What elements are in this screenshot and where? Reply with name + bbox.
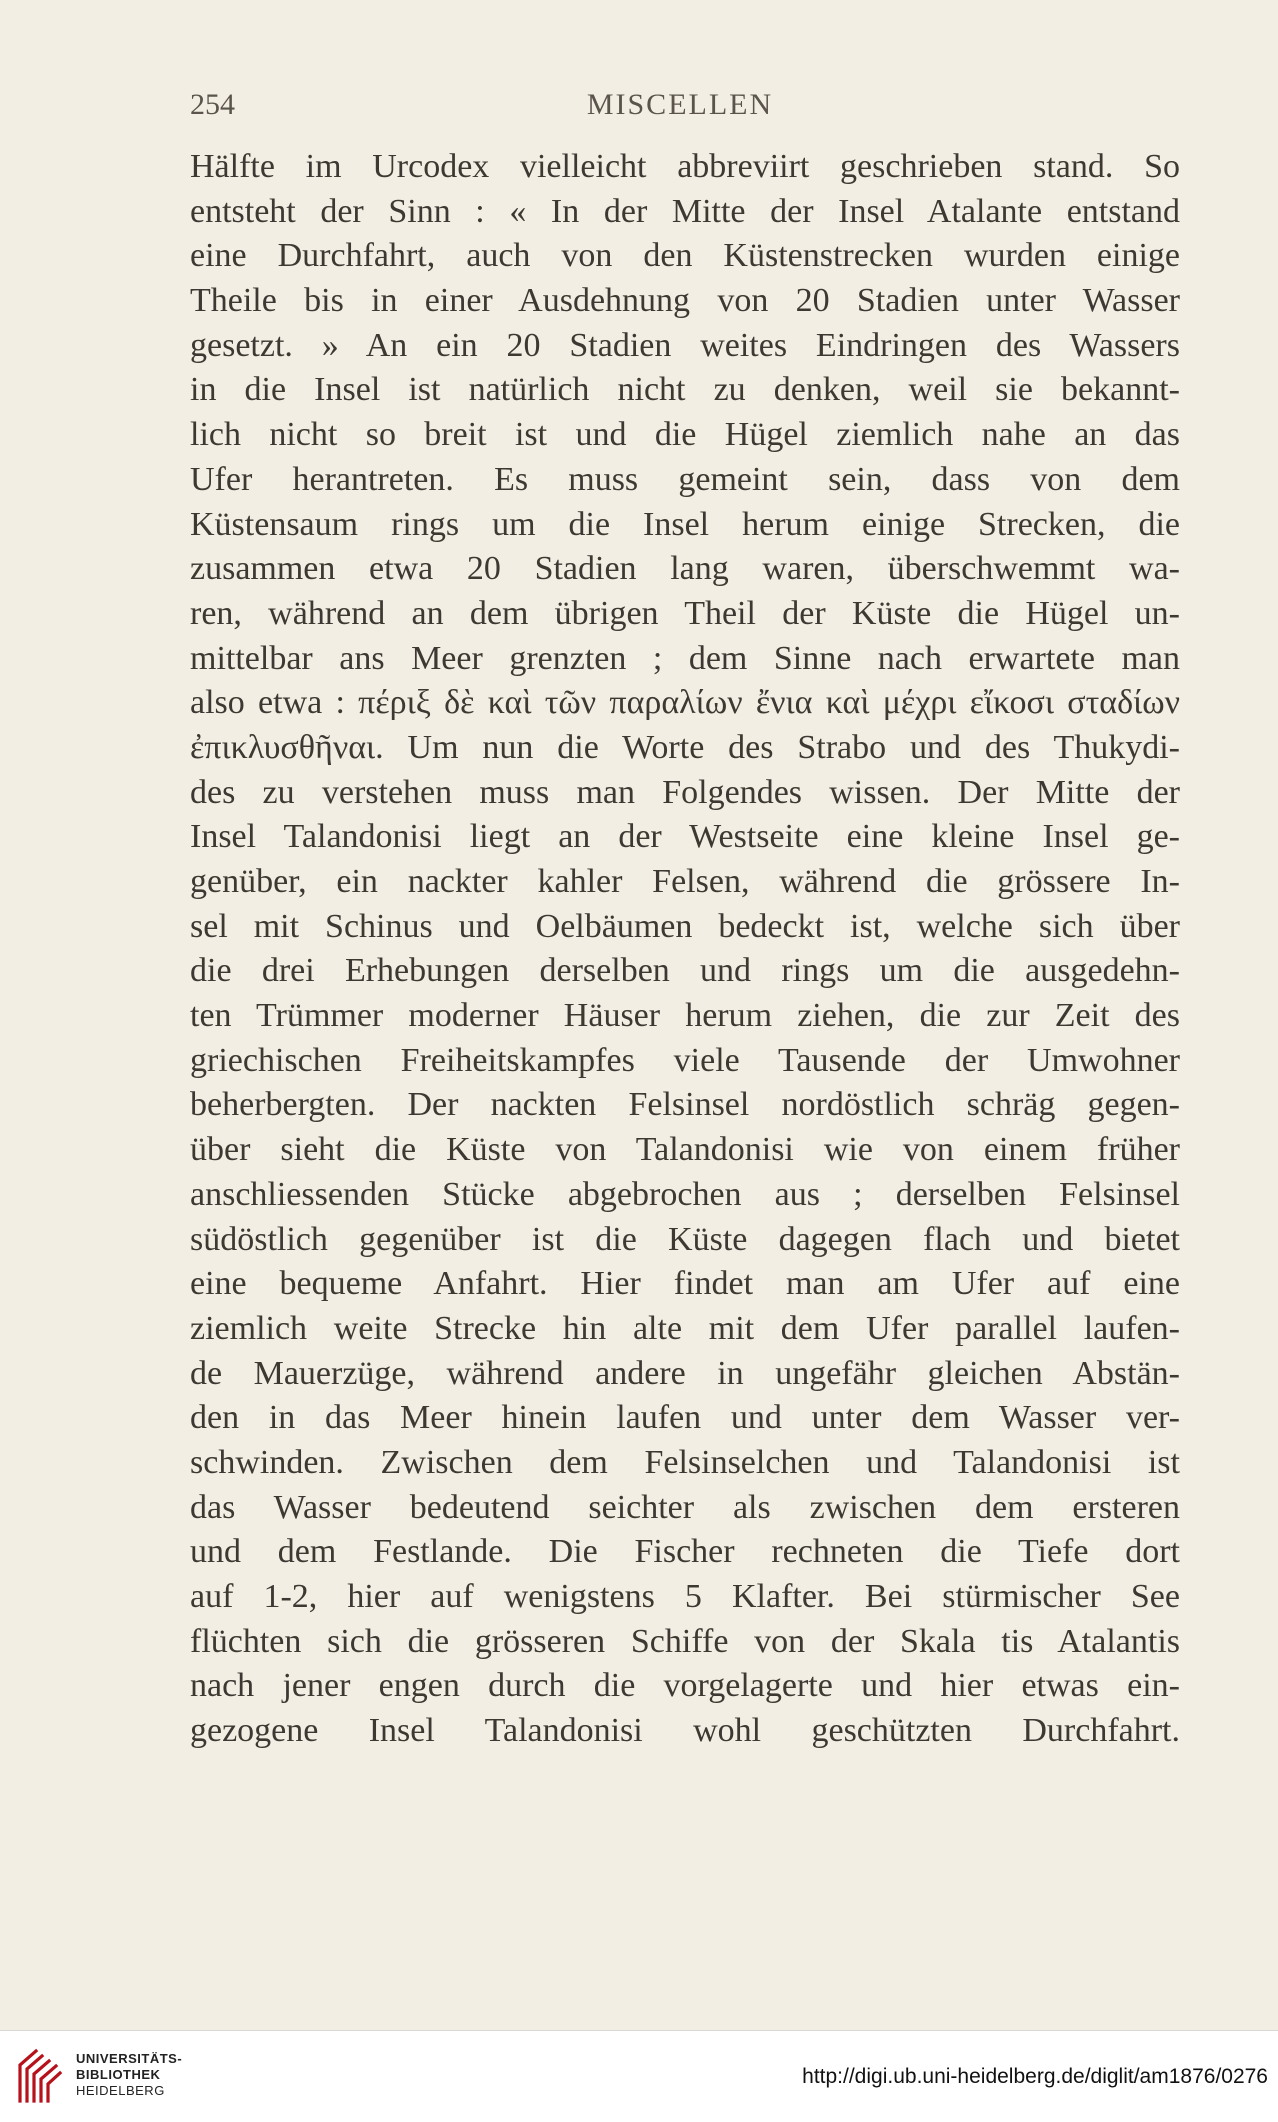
text-line: entsteht der Sinn : « In der Mitte der Insel Atalante entstand (190, 192, 1180, 230)
text-line: über sieht die Küste von Talandonisi wie von einem früher (190, 1131, 1180, 1169)
library-logo-icon (14, 2047, 64, 2105)
page-number: 254 (190, 88, 235, 121)
text-line: schwinden. Zwischen dem Felsinselchen und Talandonisi ist (190, 1443, 1180, 1481)
text-line: nach jener engen durch die vorgelagerte und hier etwas ein- (190, 1667, 1180, 1705)
text-line: Insel Talandonisi liegt an der Westseite eine kleine Insel ge- (190, 818, 1180, 856)
text-line: in die Insel ist natürlich nicht zu denken, weil sie bekannt- (190, 371, 1180, 409)
text-line: eine bequeme Anfahrt. Hier findet man am Ufer auf eine (190, 1265, 1180, 1303)
library-logo[interactable] (14, 2043, 234, 2113)
text-line: ten Trümmer moderner Häuser herum ziehen, die zur Zeit des (190, 997, 1180, 1035)
text-line: zusammen etwa 20 Stadien lang waren, überschwemmt wa- (190, 550, 1180, 588)
text-line: Theile bis in einer Ausdehnung von 20 Stadien unter Wasser (190, 282, 1180, 320)
text-line: anschliessenden Stücke abgebrochen aus ; derselben Felsinsel (190, 1175, 1180, 1213)
text-line: ren, während an dem übrigen Theil der Küste die Hügel un- (190, 594, 1180, 632)
footer-bar (0, 2030, 1278, 2122)
text-line: gesetzt. » An ein 20 Stadien weites Eindringen des Wassers (190, 326, 1180, 364)
text-line: ziemlich weite Strecke hin alte mit dem Ufer parallel laufen- (190, 1309, 1180, 1347)
text-line: südöstlich gegenüber ist die Küste dagegen flach und bietet (190, 1220, 1180, 1258)
text-line: eine Durchfahrt, auch von den Küstenstrecken wurden einige (190, 237, 1180, 275)
text-line: die drei Erhebungen derselben und rings um die ausgedehn- (190, 952, 1180, 990)
text-line: lich nicht so breit ist und die Hügel ziemlich nahe an das (190, 416, 1180, 454)
source-url-link[interactable]: http://digi.ub.uni-heidelberg.de/diglit/am1876/0276 (802, 2065, 1268, 2088)
text-line: de Mauerzüge, während andere in ungefähr gleichen Abstän- (190, 1354, 1180, 1392)
text-line: auf 1-2, hier auf wenigstens 5 Klafter. Bei stürmischer See (190, 1578, 1180, 1615)
body-text (190, 145, 1180, 1754)
text-line: den in das Meer hinein laufen und unter dem Wasser ver- (190, 1399, 1180, 1437)
text-line: mittelbar ans Meer grenzten ; dem Sinne nach erwartete man (190, 639, 1180, 677)
text-line: Küstensaum rings um die Insel herum einige Strecken, die (190, 505, 1180, 543)
library-name-line: HEIDELBERG (76, 2083, 165, 2098)
running-head: MISCELLEN (586, 88, 774, 121)
text-line: griechischen Freiheitskampfes viele Tausende der Umwohner (190, 1041, 1180, 1079)
text-line: das Wasser bedeutend seichter als zwischen dem ersteren (190, 1488, 1180, 1526)
text-line: beherbergten. Der nackten Felsinsel nordöstlich schräg gegen- (190, 1086, 1180, 1124)
text-line: gezogene Insel Talandonisi wohl geschützten Durchfahrt. (190, 1712, 1180, 1750)
text-line: Ufer herantreten. Es muss gemeint sein, dass von dem (190, 460, 1180, 498)
text-line: genüber, ein nackter kahler Felsen, während die grössere In- (190, 863, 1180, 900)
text-line: Hälfte im Urcodex vielleicht abbreviirt geschrieben stand. So (190, 148, 1180, 185)
text-line: ἐπικλυσθῆναι. Um nun die Worte des Strabo und des Thukydi- (190, 728, 1180, 766)
library-name (76, 2051, 182, 2099)
text-line: also etwa : πέριξ δὲ καὶ τῶν παραλίων ἔνια καὶ μέχρι εἴκοσι σταδίων (190, 684, 1180, 722)
library-name-line: UNIVERSITÄTS- (76, 2051, 183, 2066)
page-header (190, 88, 1170, 128)
library-name-line: BIBLIOTHEK (76, 2067, 161, 2082)
text-line: des zu verstehen muss man Folgendes wissen. Der Mitte der (190, 773, 1180, 811)
text-line: sel mit Schinus und Oelbäumen bedeckt ist, welche sich über (190, 907, 1180, 945)
text-line: flüchten sich die grösseren Schiffe von der Skala tis Atalantis (190, 1622, 1180, 1660)
text-line: und dem Festlande. Die Fischer rechneten die Tiefe dort (190, 1533, 1180, 1571)
